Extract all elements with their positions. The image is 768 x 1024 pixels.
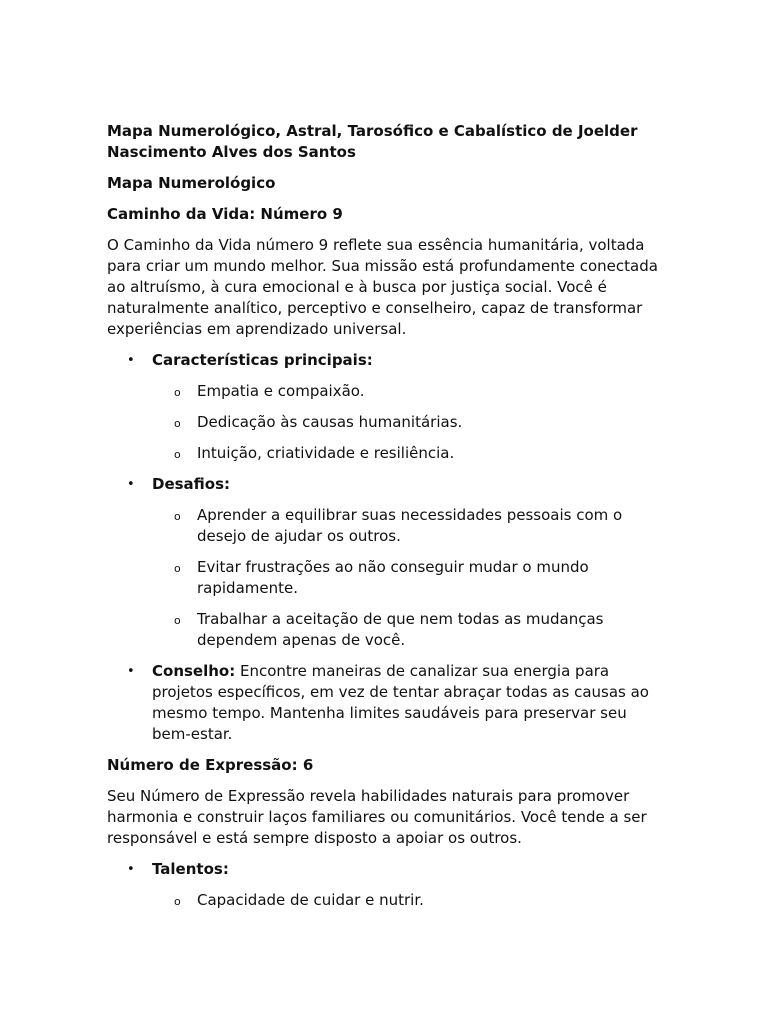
life-path-heading: Caminho da Vida: Número 9 xyxy=(107,205,343,223)
life-path-intro: O Caminho da Vida número 9 reflete sua essência humanitária, voltada para criar um mundo melhor. Sua missão está profundamente conectada ao altruísmo, à cura emocional e à busca por justiça social. Você é naturalmente analítico, perceptivo e conselheiro, capaz de transformar experiências em aprendizado universal. xyxy=(107,236,658,338)
document-page xyxy=(107,121,667,921)
sub-bullet-icon: o xyxy=(174,386,181,399)
talents-sublist xyxy=(152,890,667,911)
challenges-sublist xyxy=(152,505,667,651)
bullet-icon: • xyxy=(127,862,135,877)
list-item-advice xyxy=(107,661,667,745)
sub-list-item xyxy=(152,557,667,599)
expression-intro: Seu Número de Expressão revela habilidades naturais para promover harmonia e construir laços familiares ou comunitários. Você tende a ser responsável e está sempre disposto a apoiar os outros. xyxy=(107,787,647,847)
section-heading: Mapa Numerológico xyxy=(107,174,276,192)
sub-list-item-text: Capacidade de cuidar e nutrir. xyxy=(197,891,424,909)
sub-list-item-text: Trabalhar a aceitação de que nem todas as mudanças dependem apenas de você. xyxy=(197,610,604,649)
sub-bullet-icon: o xyxy=(174,562,181,575)
list-item-characteristics xyxy=(107,350,667,464)
challenges-label: Desafios: xyxy=(152,475,231,493)
sub-bullet-icon: o xyxy=(174,614,181,627)
sub-list-item xyxy=(152,890,667,911)
advice-label: Conselho: xyxy=(152,662,236,680)
sub-list-item-text: Evitar frustrações ao não conseguir mudar o mundo rapidamente. xyxy=(197,558,589,597)
sub-list-item-text: Aprender a equilibrar suas necessidades pessoais com o desejo de ajudar os outros. xyxy=(197,506,623,545)
bullet-icon: • xyxy=(127,353,135,368)
sub-bullet-icon: o xyxy=(174,448,181,461)
expression-list xyxy=(107,859,667,911)
document-title: Mapa Numerológico, Astral, Tarosófico e Cabalístico de Joelder Nascimento Alves dos Santos xyxy=(107,122,638,161)
sub-list-item xyxy=(152,609,667,651)
expression-heading: Número de Expressão: 6 xyxy=(107,756,314,774)
characteristics-sublist xyxy=(152,381,667,464)
sub-list-item-text: Dedicação às causas humanitárias. xyxy=(197,413,463,431)
list-item-challenges xyxy=(107,474,667,651)
sub-list-item xyxy=(152,412,667,433)
bullet-icon: • xyxy=(127,477,135,492)
life-path-list xyxy=(107,350,667,745)
list-item-talents xyxy=(107,859,667,911)
sub-list-item xyxy=(152,505,667,547)
talents-label: Talentos: xyxy=(152,860,229,878)
advice-text: Encontre maneiras de canalizar sua energia para projetos específicos, em vez de tentar abraçar todas as causas ao mesmo tempo. Mantenha limites saudáveis para preservar seu bem-estar. xyxy=(152,662,649,743)
sub-list-item-text: Intuição, criatividade e resiliência. xyxy=(197,444,455,462)
characteristics-label: Características principais: xyxy=(152,351,373,369)
sub-bullet-icon: o xyxy=(174,417,181,430)
sub-bullet-icon: o xyxy=(174,510,181,523)
sub-list-item xyxy=(152,381,667,402)
sub-bullet-icon: o xyxy=(174,895,181,908)
bullet-icon: • xyxy=(127,664,135,679)
sub-list-item xyxy=(152,443,667,464)
sub-list-item-text: Empatia e compaixão. xyxy=(197,382,365,400)
